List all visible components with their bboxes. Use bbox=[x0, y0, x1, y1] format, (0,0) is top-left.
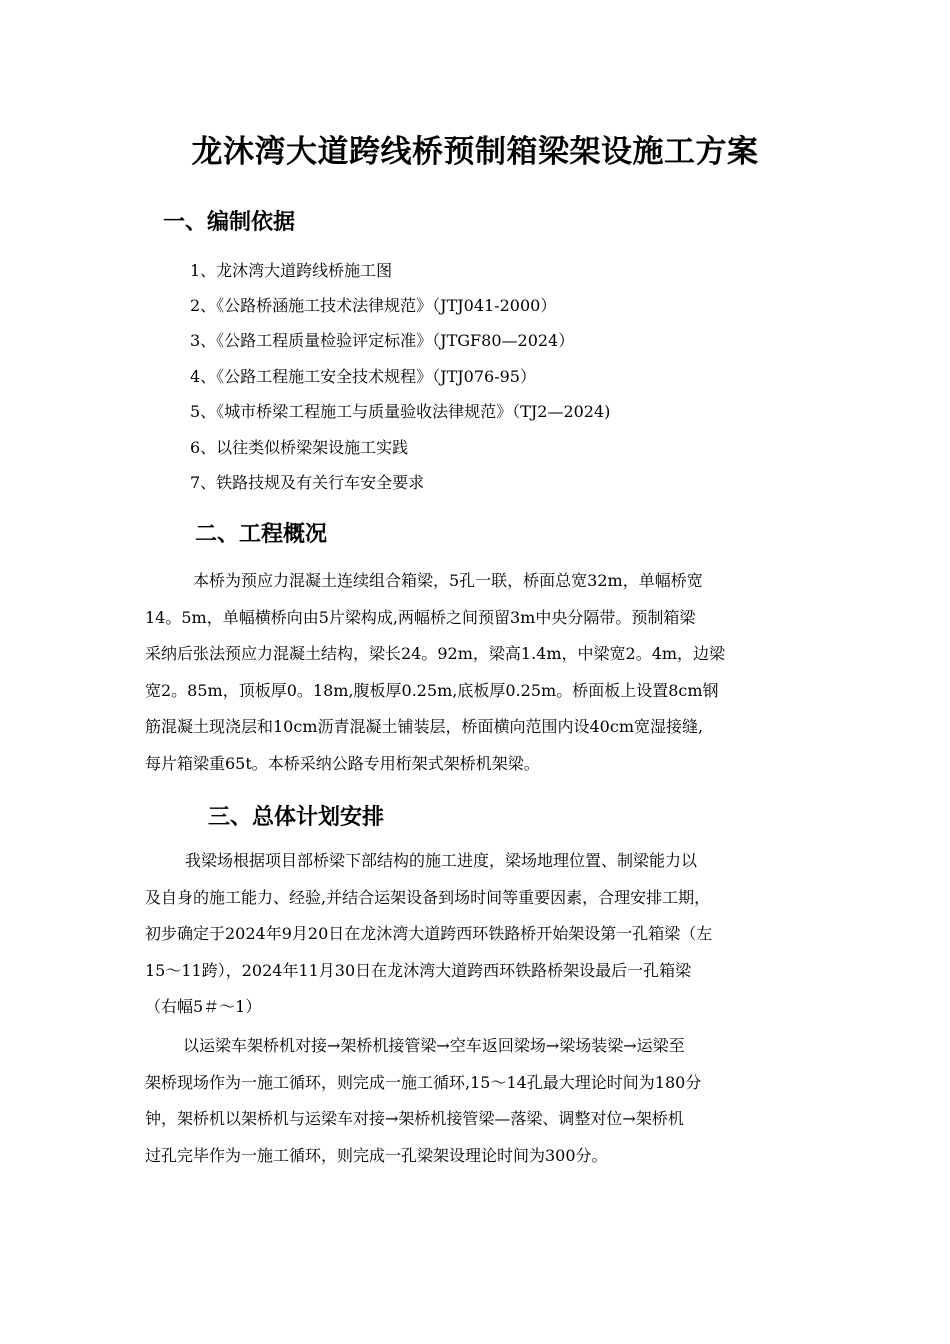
overview-paragraph bbox=[145, 563, 817, 782]
paragraph-line: 每片箱梁重65t。本桥采纳公路专用桁架式架桥机架梁。 bbox=[145, 753, 540, 773]
section-heading-basis: 一、编制依据 bbox=[163, 210, 296, 235]
paragraph-line: 架桥现场作为一施工循环，则完成一施工循环,15～14孔最大理论时间为180分 bbox=[145, 1072, 702, 1092]
section-heading-overview: 二、工程概况 bbox=[195, 522, 328, 547]
section-heading-schedule: 三、总体计划安排 bbox=[208, 805, 385, 830]
paragraph-line: 14。5m，单幅横桥向由5片梁构成,两幅桥之间预留3m中央分隔带。预制箱梁 bbox=[145, 607, 696, 627]
paragraph-line: 15～11跨），2024年11月30日在龙沐湾大道跨西环铁路桥架设最后一孔箱梁 bbox=[145, 960, 692, 980]
cycle-paragraph bbox=[145, 1028, 817, 1174]
paragraph-line: 本桥为预应力混凝土连续组合箱梁，5孔一联，桥面总宽32m，单幅桥宽 bbox=[193, 571, 703, 590]
list-item: 2、《公路桥涵施工技术法律规范》（JTJ041-2000） bbox=[190, 296, 557, 315]
paragraph-line: 筋混凝土现浇层和10cm沥青混凝土铺装层，桥面横向范围内设40cm宽湿接缝, bbox=[145, 717, 704, 736]
list-item: 3、《公路工程质量检验评定标准》（JTGF80—2024） bbox=[190, 331, 575, 350]
paragraph-line: 初步确定于2024年9月20日在龙沐湾大道跨西环铁路桥开始架设第一孔箱梁（左 bbox=[145, 924, 713, 943]
paragraph-line: 及自身的施工能力、经验,并结合运架设备到场时间等重要因素，合理安排工期， bbox=[145, 887, 711, 907]
list-item: 7、铁路技规及有关行车安全要求 bbox=[190, 473, 425, 492]
schedule-paragraph bbox=[145, 843, 817, 1026]
list-item: 1、龙沐湾大道跨线桥施工图 bbox=[190, 261, 393, 280]
paragraph-line: 以运梁车架桥机对接→架桥机接管梁→空车返回梁场→梁场装梁→运梁至 bbox=[183, 1036, 685, 1055]
paragraph-line: （右幅5＃～1） bbox=[145, 997, 262, 1016]
list-item: 6、以往类似桥梁架设施工实践 bbox=[190, 438, 409, 457]
list-item: 4、《公路工程施工安全技术规程》（JTJ076-95） bbox=[190, 367, 536, 386]
paragraph-line: 宽2。85m，顶板厚0。18m,腹板厚0.25m,底板厚0.25m。桥面板上设置8cm钢 bbox=[145, 680, 719, 700]
paragraph-line: 采纳后张法预应力混凝土结构，梁长24。92m，梁高1.4m，中梁宽2。4m，边梁 bbox=[145, 644, 726, 663]
list-item: 5、《城市桥梁工程施工与质量验收法律规范》（TJ2—2024) bbox=[190, 402, 611, 421]
page-title: 龙沐湾大道跨线桥预制箱梁架设施工方案 bbox=[191, 134, 759, 170]
paragraph-line: 过孔完毕作为一施工循环，则完成一孔梁架设理论时间为300分。 bbox=[145, 1145, 608, 1165]
paragraph-line: 我梁场根据项目部桥梁下部结构的施工进度，梁场地理位置、制梁能力以 bbox=[185, 851, 698, 870]
paragraph-line: 钟，架桥机以架桥机与运梁车对接→架桥机接管梁—落梁、调整对位→架桥机 bbox=[145, 1109, 684, 1128]
